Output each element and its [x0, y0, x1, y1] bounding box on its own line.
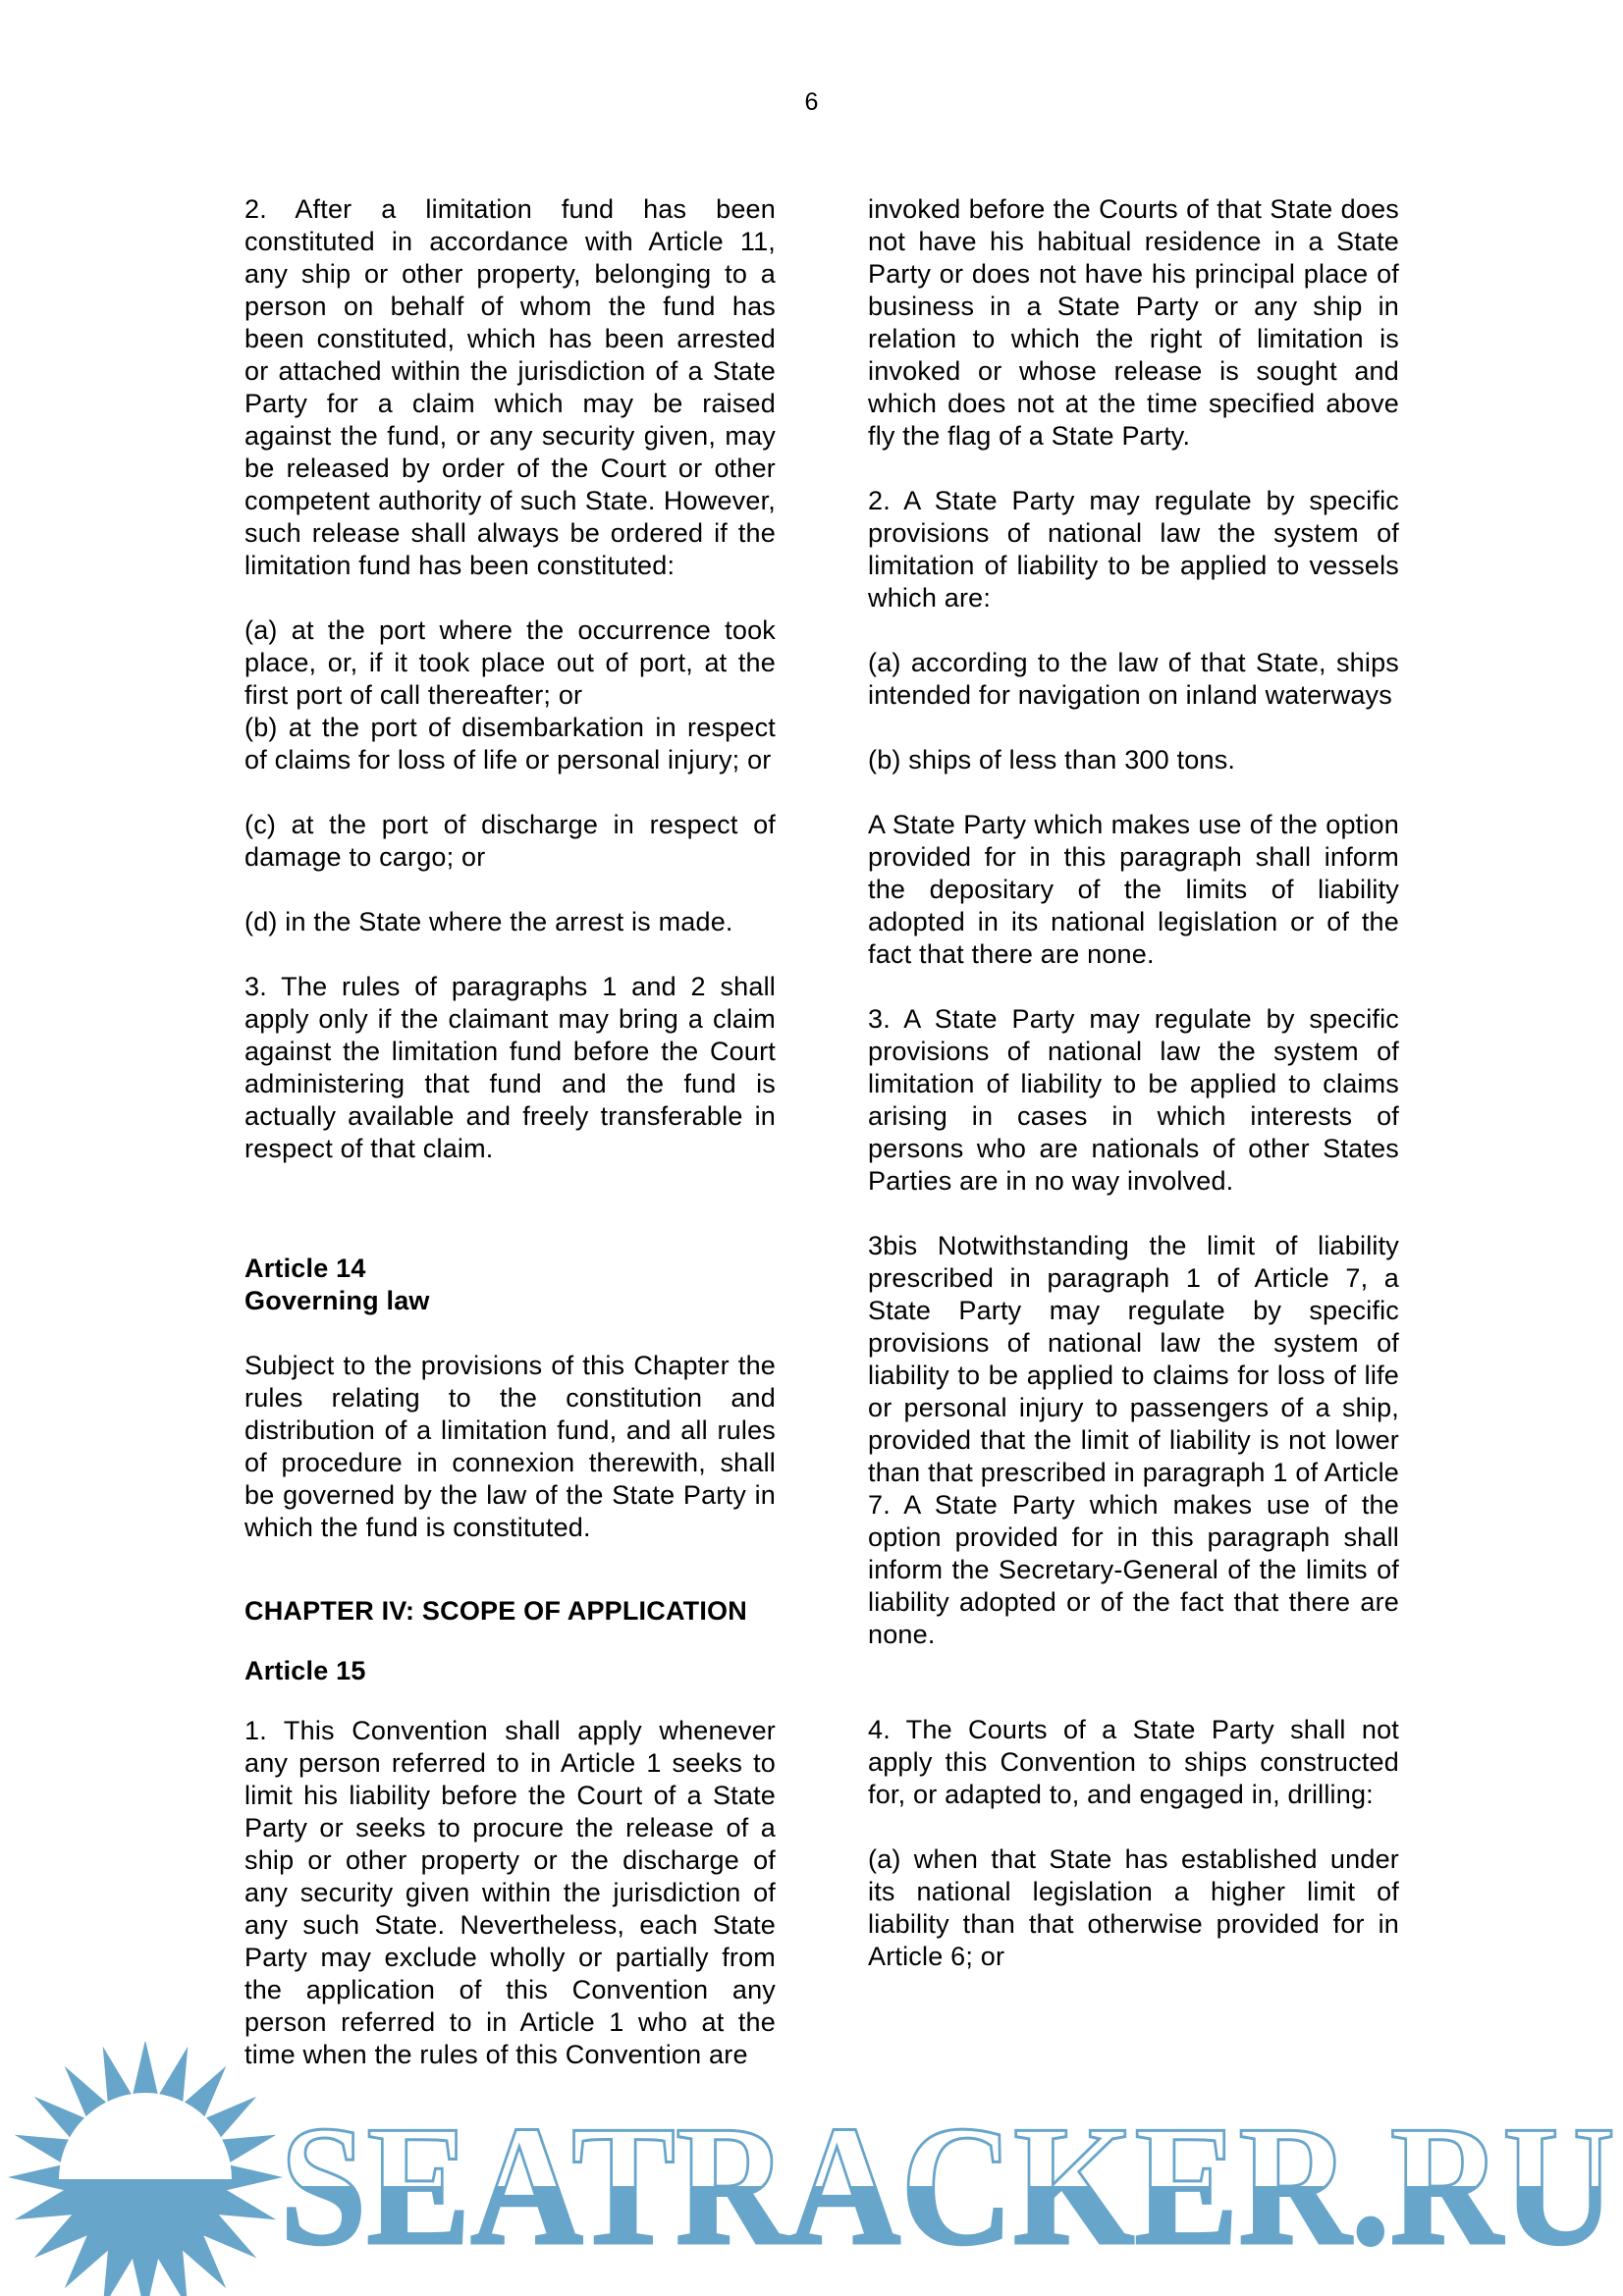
- sun-rays-icon: [8, 2042, 283, 2296]
- list-item-a-inland-waterways: (a) according to the law of that State, ships intended for navigation on inland waterways: [868, 648, 1399, 710]
- paragraph-2-state-party-vessels: 2. A State Party may regulate by specific provisions of national law the system of limitation of liability to be applied to vessels which are:: [868, 486, 1399, 613]
- governing-law-heading: Governing law: [244, 1286, 430, 1315]
- paragraph-3-rules: 3. The rules of paragraphs 1 and 2 shall apply only if the claimant may bring a claim against the limitation fund before the Court administering that fund and the fund is actually available and freely transferable in respect of that claim.: [244, 972, 776, 1163]
- left-column: [244, 193, 776, 2071]
- list-item-b-disembarkation: (b) at the port of disembarkation in respect of claims for loss of life or personal injury; or: [244, 713, 776, 774]
- page-number: 6: [804, 88, 819, 116]
- paragraph-governing-law-body: Subject to the provisions of this Chapter the rules relating to the constitution and distribution of a limitation fund, and all rules of procedure in connexion therewith, shall be governed by the law of the State Party in which the fund is constituted.: [244, 1351, 776, 1542]
- right-column: [868, 193, 1399, 1973]
- paragraph-2-limitation-fund: 2. After a limitation fund has been constituted in accordance with Article 11, any ship or other property, belonging to a person on behalf of whom the fund has been constituted, which has been arrested or attached within the jurisdiction of a State Party for a claim which may be raised against the fund, or any security given, may be released by order of the Court or other competent authority of such State. However, such release shall always be ordered if the limitation fund has been constituted:: [244, 194, 776, 580]
- list-item-d-arrest: (d) in the State where the arrest is made.: [244, 907, 733, 936]
- article-15-heading: Article 15: [244, 1656, 366, 1685]
- paragraph-3-nationals: 3. A State Party may regulate by specific provisions of national law the system of limitation of liability to be applied to claims arising in cases in which interests of persons who are nationals of other States Parties are in no way involved.: [868, 1004, 1399, 1196]
- paragraph-1-convention-apply: 1. This Convention shall apply whenever any person referred to in Article 1 seeks to limit his liability before the Court of a State Party or seeks to procure the release of a ship or other property or the discharge of any security given within the jurisdiction of any such State. Nevertheless, each State Party may exclude wholly or partially from the application of this Convention any person referred to in Article 1 who at the time when the rules of this Convention are: [244, 1716, 776, 2069]
- paragraph-invoked-courts: invoked before the Courts of that State does not have his habitual residence in a State Party or does not have his principal place of business in a State Party or any ship in relation to which the right of limitation is invoked or whose release is sought and which does not at the time specified above fly the flag of a State Party.: [868, 194, 1399, 451]
- watermark-text: SEATRACKER.RU: [280, 2090, 1615, 2280]
- article-14-heading: Article 14: [244, 1254, 366, 1283]
- chapter-iv-heading: CHAPTER IV: SCOPE OF APPLICATION: [244, 1596, 747, 1626]
- paragraph-depositary-limits: A State Party which makes use of the option provided for in this paragraph shall inform the depositary of the limits of liability adopted in its national legislation or of the fact that there are none.: [868, 810, 1399, 969]
- paragraph-4-drilling: 4. The Courts of a State Party shall not apply this Convention to ships constructed for, or adapted to, and engaged in, drilling:: [868, 1715, 1399, 1809]
- list-item-b-300-tons: (b) ships of less than 300 tons.: [868, 745, 1236, 774]
- list-item-a-higher-limit: (a) when that State has established under its national legislation a higher limit of liability than that otherwise provided for in Article 6; or: [868, 1844, 1399, 1971]
- list-item-a-port-occurrence: (a) at the port where the occurrence took place, or, if it took place out of port, at the first port of call thereafter; or: [244, 615, 776, 710]
- list-item-c-discharge: (c) at the port of discharge in respect of damage to cargo; or: [244, 810, 776, 872]
- paragraph-3bis-passengers: 3bis Notwithstanding the limit of liability prescribed in paragraph 1 of Article 7, a State Party may regulate by specific provisions of national law the system of liability to be applied to claims for loss of life or personal injury to passengers of a ship, provided that the limit of liability is not lower than that prescribed in paragraph 1 of Article 7. A State Party which makes use of the option provided for in this paragraph shall inform the Secretary-General of the limits of liability adopted or of the fact that there are none.: [868, 1231, 1399, 1649]
- seatracker-watermark: [0, 2042, 1623, 2296]
